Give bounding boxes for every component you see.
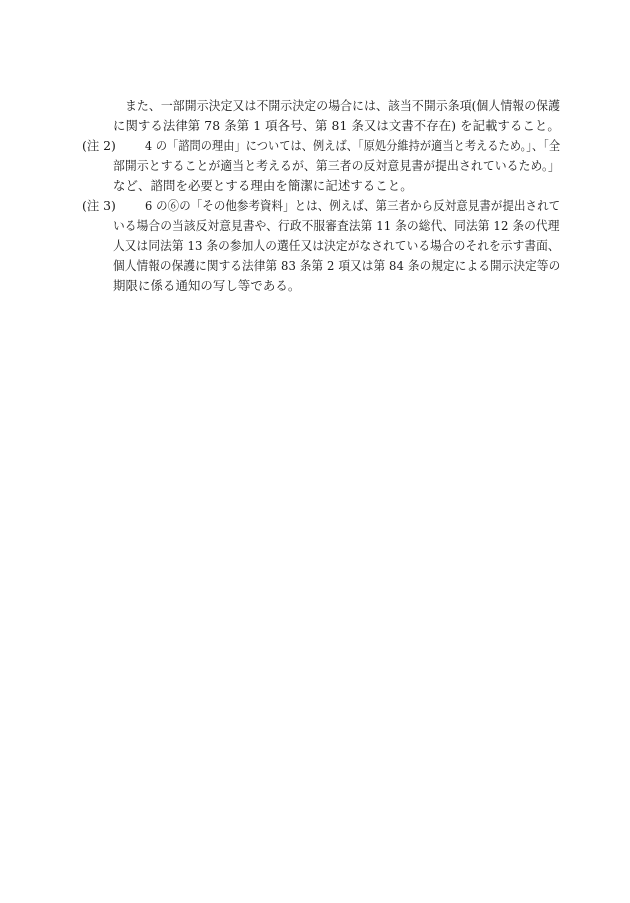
note-3-line-5: 期限に係る通知の写し等である。 bbox=[113, 278, 301, 293]
note-3-line-2: いる場合の当該反対意見書や、行政不服審査法第 11 条の総代、同法第 12 条の代理 bbox=[113, 218, 560, 233]
note-2-line-3: など、諮問を必要とする理由を簡潔に記述すること。 bbox=[113, 178, 413, 193]
continuation-line-2: に関する法律第 78 条第 1 項各号、第 81 条又は文書不存在) を記載すること。 bbox=[113, 118, 560, 133]
continuation-line-1: また、一部開示決定又は不開示決定の場合には、該当不開示条項(個人情報の保護 bbox=[113, 98, 561, 113]
note-2-label: (注 2) bbox=[82, 138, 116, 153]
note-2-line-2: 部開示とすることが適当と考えるが、第三者の反対意見書が提出されているため。」 bbox=[113, 158, 560, 173]
note-3-line-4: 個人情報の保護に関する法律第 83 条第 2 項又は第 84 条の規定による開示決定等の bbox=[113, 258, 561, 273]
note-3-line-3: 人又は同法第 13 条の参加人の選任又は決定がなされている場合のそれを示す書面、 bbox=[113, 238, 560, 253]
note-2-line-1: 4 の「諮問の理由」については、例えば、「原処分維持が適当と考えるため。」、「全 bbox=[145, 138, 561, 153]
note-3-label: (注 3) bbox=[82, 198, 116, 213]
note-3-line-1: 6 の⑥の「その他参考資料」とは、例えば、第三者から反対意見書が提出されて bbox=[145, 198, 561, 213]
